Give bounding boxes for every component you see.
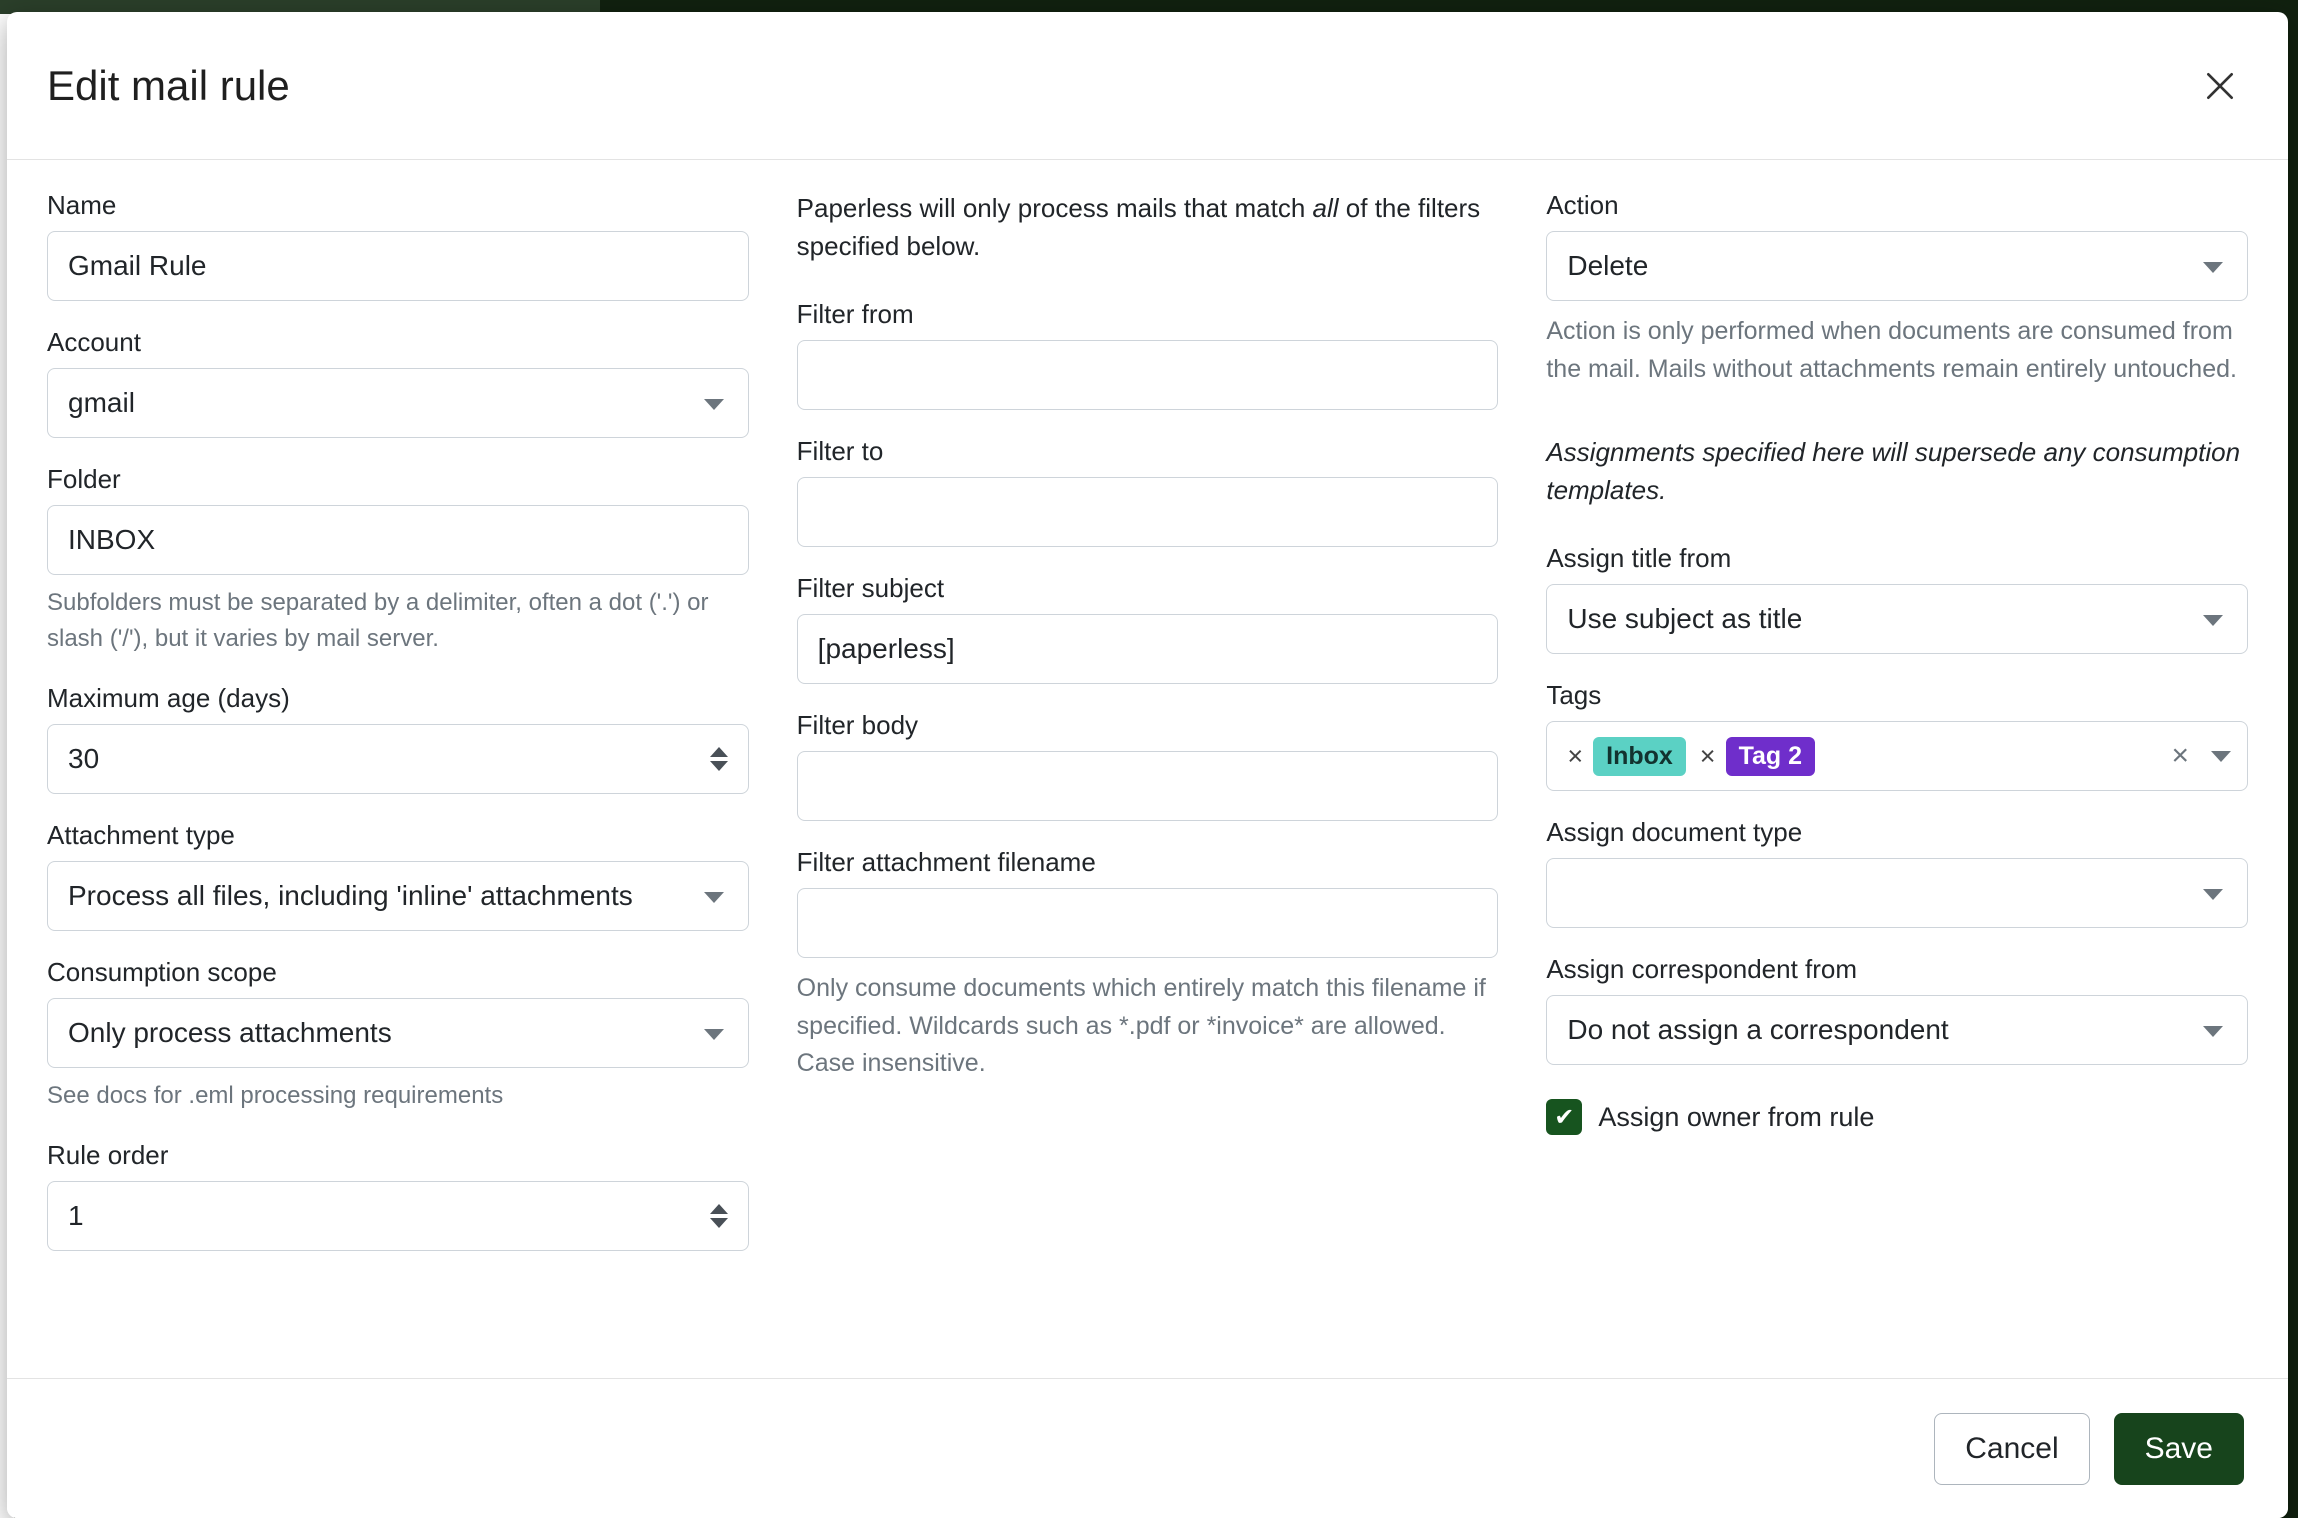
maximum-age-spinner-icon[interactable] <box>710 747 728 771</box>
assign-owner-label: Assign owner from rule <box>1598 1101 1875 1132</box>
assign-owner-from-rule-row[interactable] <box>1546 1099 2248 1135</box>
tag-item[interactable] <box>1694 737 1815 776</box>
remove-tag-icon[interactable]: × <box>1699 740 1716 771</box>
filter-attachment-filename-hint: Only consume documents which entirely match this filename if specified. Wildcards such as *.pdf or *invoice* are allowed. Case insensitive. <box>796 974 1486 1078</box>
field-filter-from <box>797 299 1499 410</box>
assign-document-type-select[interactable] <box>1546 858 2248 928</box>
assign-correspondent-from-select[interactable]: Do not assign a correspondent <box>1546 995 2248 1065</box>
action-hint: Action is only performed when documents are consumed from the mail. Mails without attachments remain entirely untouched. <box>1546 317 2237 383</box>
folder-hint: Subfolders must be separated by a delimiter, often a dot ('.') or slash ('/'), but it varies by mail server. <box>47 589 709 652</box>
field-assign-correspondent-from <box>1546 954 2248 1065</box>
filters-intro-emphasis: all <box>1312 193 1339 223</box>
name-input[interactable]: Gmail Rule <box>47 231 749 301</box>
filter-attachment-filename-label: Filter attachment filename <box>796 847 1096 878</box>
filter-to-input[interactable] <box>797 477 1499 547</box>
field-filter-body <box>797 710 1499 821</box>
action-label: Action <box>1546 190 1619 220</box>
consumption-scope-label: Consumption scope <box>47 957 277 987</box>
folder-input[interactable]: INBOX <box>47 505 749 575</box>
assign-correspondent-from-label: Assign correspondent from <box>1546 954 1858 985</box>
dialog-footer <box>7 1378 2288 1518</box>
dialog-header <box>7 12 2288 160</box>
assign-document-type-label: Assign document type <box>1546 817 1803 848</box>
field-maximum-age <box>47 683 749 794</box>
maximum-age-value: 30 <box>68 743 100 774</box>
field-filter-to <box>797 436 1499 547</box>
filter-from-input[interactable] <box>797 340 1499 410</box>
assign-title-from-label: Assign title from <box>1546 543 1732 574</box>
page-title: Edit mail rule <box>47 61 290 109</box>
field-action <box>1546 190 2248 388</box>
save-button[interactable]: Save <box>2114 1413 2244 1485</box>
tags-input[interactable] <box>1546 721 2248 791</box>
assign-owner-checkbox[interactable]: ✔ <box>1546 1099 1582 1135</box>
tag-chip: Inbox <box>1593 737 1686 776</box>
column-general <box>47 190 749 1372</box>
filter-attachment-filename-input[interactable] <box>797 888 1499 958</box>
field-filter-subject <box>797 573 1499 684</box>
filter-body-input[interactable] <box>797 751 1499 821</box>
field-filter-attachment-filename <box>797 847 1499 1083</box>
tags-label: Tags <box>1546 680 1602 711</box>
chevron-down-icon[interactable] <box>2211 751 2231 762</box>
rule-order-value: 1 <box>68 1200 84 1231</box>
filter-body-label: Filter body <box>796 710 919 741</box>
column-actions <box>1546 190 2248 1372</box>
field-attachment-type <box>47 820 749 931</box>
tags-controls <box>2171 741 2231 771</box>
filters-intro <box>797 190 1499 265</box>
field-consumption-scope <box>47 957 749 1114</box>
field-folder <box>47 464 749 657</box>
field-rule-order <box>47 1140 749 1251</box>
filters-intro-after: of the filters specified below. <box>796 193 1481 261</box>
attachment-type-select[interactable]: Process all files, including 'inline' attachments <box>47 861 749 931</box>
field-account <box>47 327 749 438</box>
column-filters <box>797 190 1499 1372</box>
close-icon[interactable] <box>2194 60 2246 112</box>
maximum-age-stepper[interactable] <box>47 724 749 794</box>
tag-chip: Tag 2 <box>1726 737 1815 776</box>
name-label: Name <box>47 190 117 220</box>
consumption-scope-hint: See docs for .eml processing requirements <box>47 1082 504 1109</box>
rule-order-stepper[interactable] <box>47 1181 749 1251</box>
account-select[interactable]: gmail <box>47 368 749 438</box>
field-tags <box>1546 680 2248 791</box>
tag-item[interactable] <box>1561 737 1685 776</box>
filters-intro-before: Paperless will only process mails that match <box>796 193 1313 223</box>
field-assign-document-type <box>1546 817 2248 928</box>
rule-order-label: Rule order <box>47 1140 169 1170</box>
action-select[interactable]: Delete <box>1546 231 2248 301</box>
consumption-scope-select[interactable]: Only process attachments <box>47 998 749 1068</box>
maximum-age-label: Maximum age (days) <box>47 683 290 713</box>
edit-mail-rule-dialog <box>7 12 2288 1518</box>
remove-tag-icon[interactable]: × <box>1567 740 1584 771</box>
cancel-button[interactable]: Cancel <box>1934 1413 2089 1485</box>
clear-icon[interactable]: × <box>2171 739 2190 773</box>
attachment-type-label: Attachment type <box>47 820 235 850</box>
folder-label: Folder <box>47 464 121 494</box>
rule-order-spinner-icon[interactable] <box>710 1204 728 1228</box>
field-name <box>47 190 749 301</box>
filter-to-label: Filter to <box>796 436 884 467</box>
filter-subject-input[interactable]: [paperless] <box>797 614 1499 684</box>
filter-from-label: Filter from <box>796 299 914 330</box>
filter-subject-label: Filter subject <box>796 573 945 604</box>
dialog-body <box>7 160 2288 1372</box>
field-assign-title-from <box>1546 543 2248 654</box>
assign-title-from-select[interactable]: Use subject as title <box>1546 584 2248 654</box>
account-label: Account <box>47 327 141 357</box>
assignments-note: Assignments specified here will supersede any consumption templates. <box>1546 437 2241 505</box>
